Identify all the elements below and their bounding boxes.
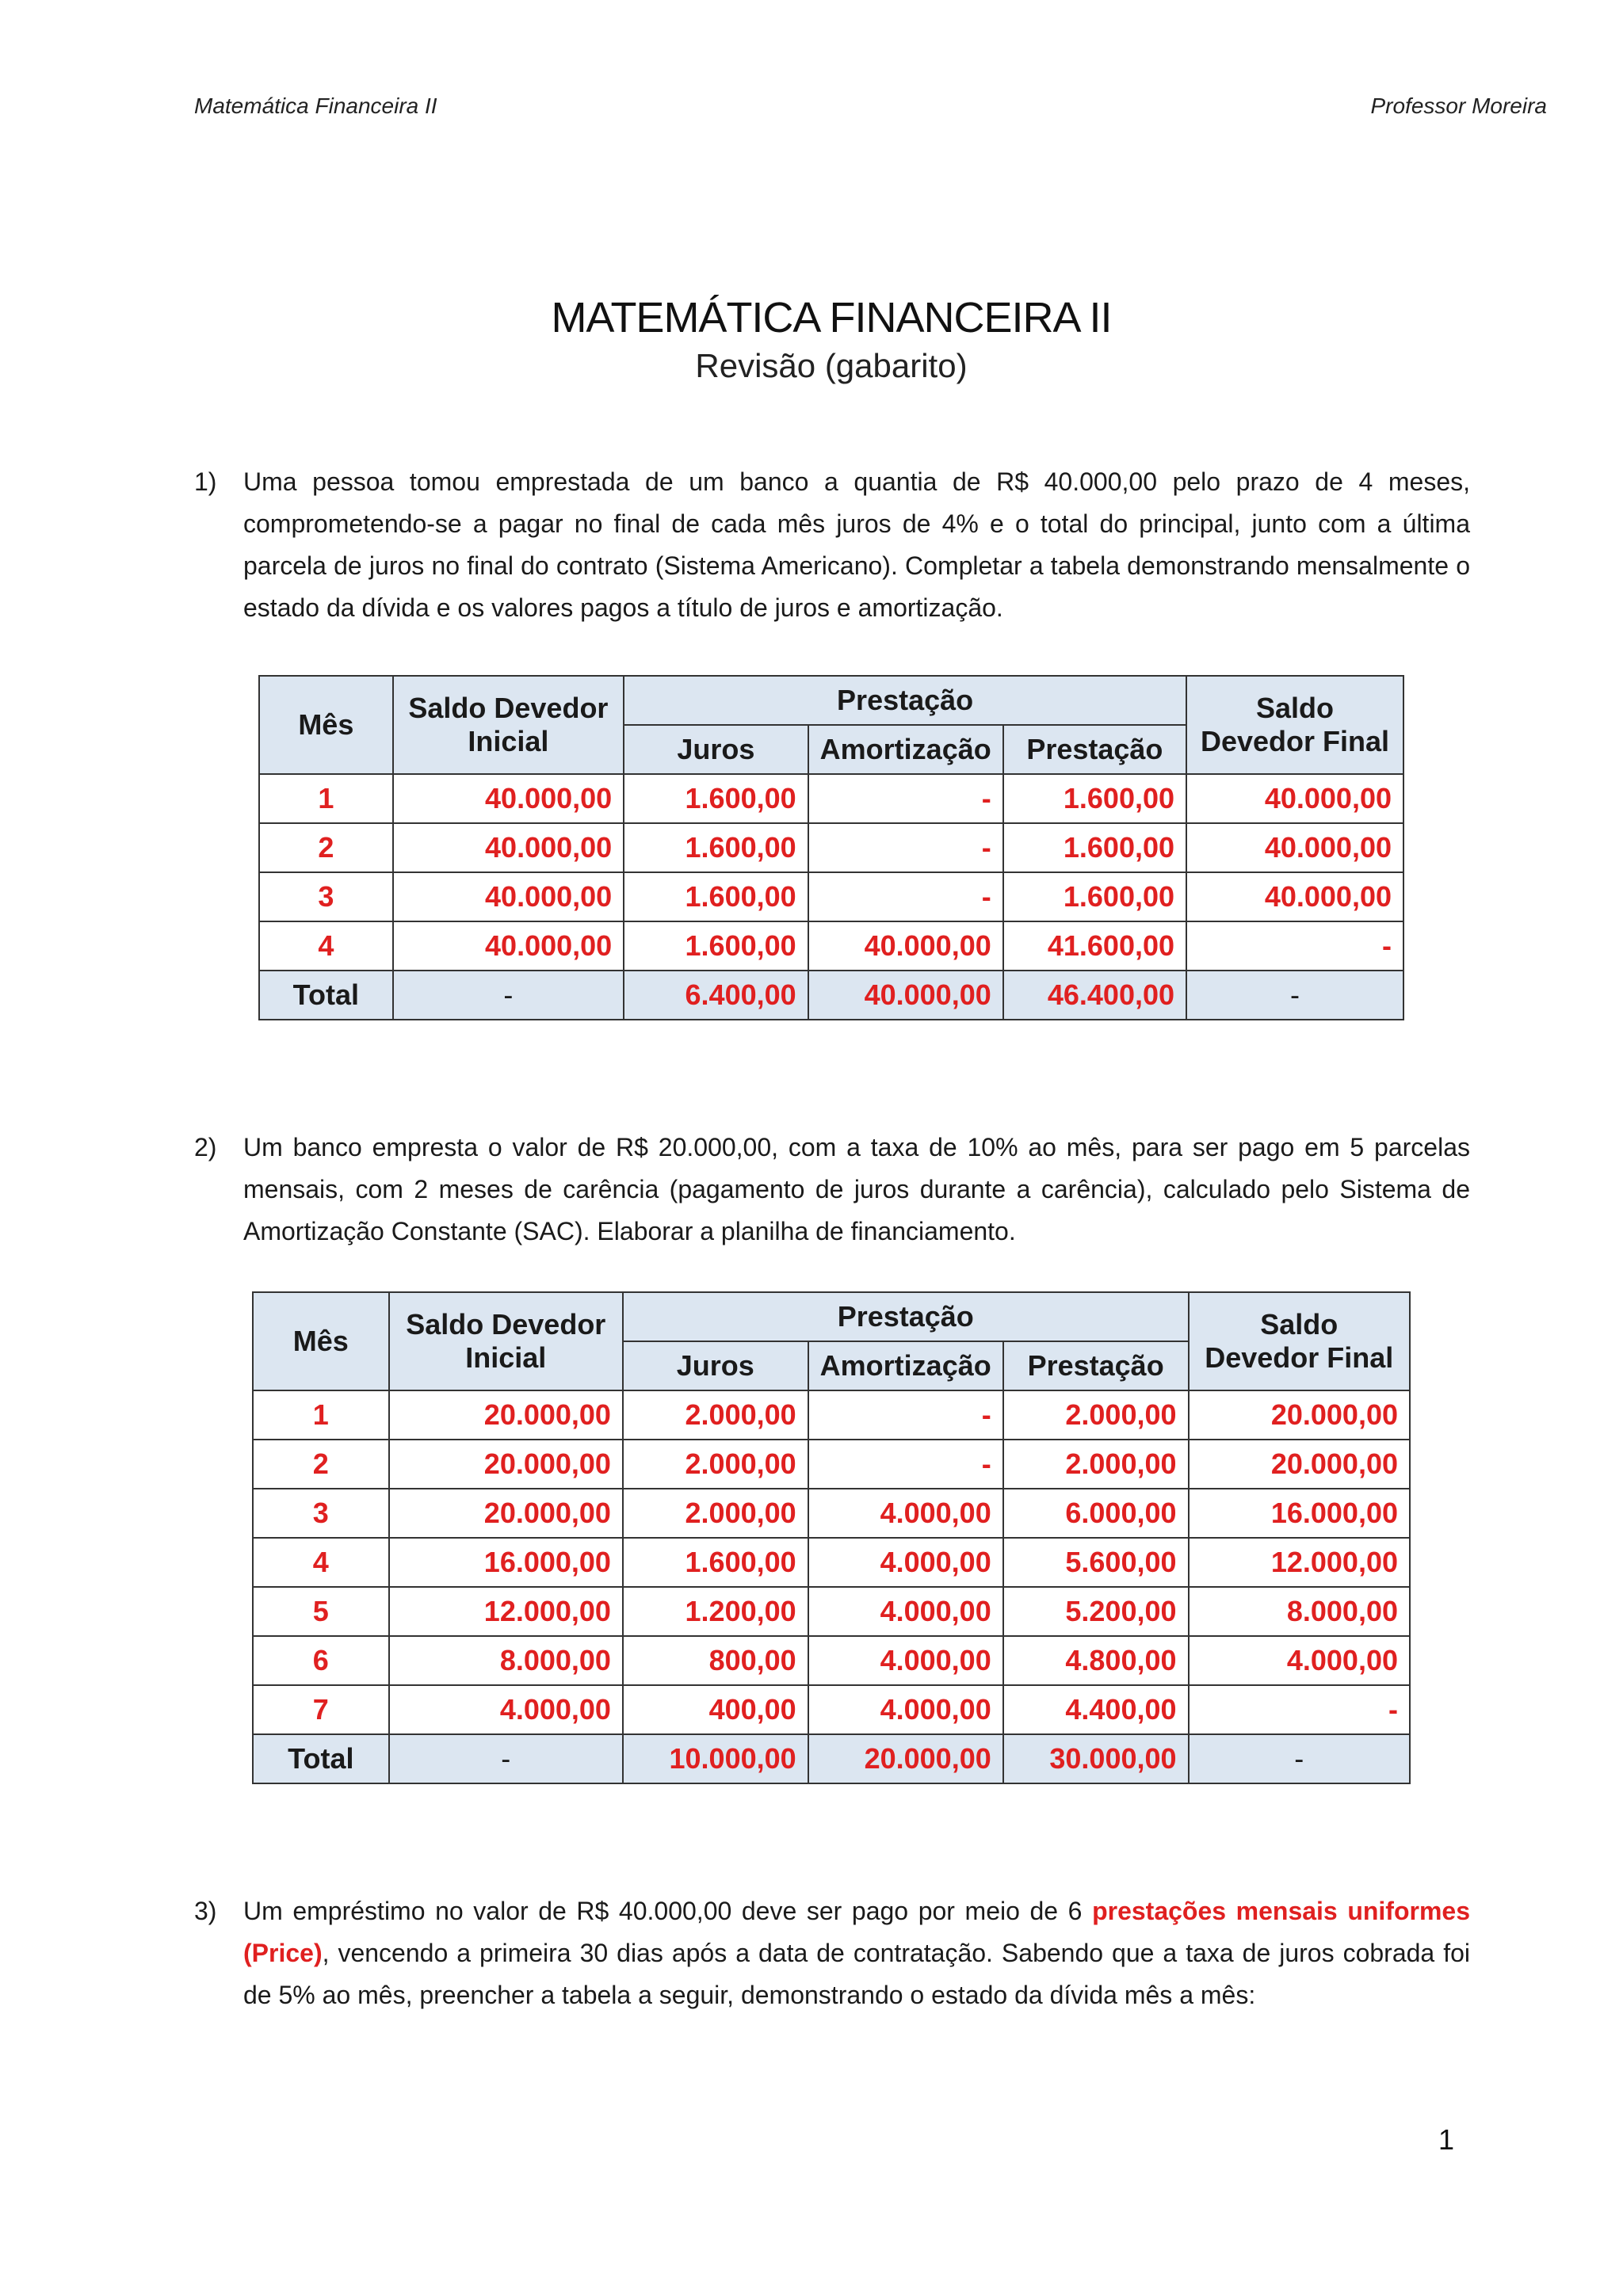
col-header-saldo-inicial: Saldo Devedor Inicial: [393, 676, 624, 774]
table-row: [259, 872, 1403, 921]
cell-saldo-final: 8.000,00: [1189, 1587, 1410, 1636]
cell-prestacao: 41.600,00: [1003, 921, 1186, 971]
col-header-saldo-final: Saldo Devedor Final: [1189, 1292, 1410, 1390]
cell-saldo-inicial: 40.000,00: [393, 921, 624, 971]
cell-saldo-inicial: 4.000,00: [389, 1685, 623, 1734]
cell-amortizacao: 40.000,00: [808, 921, 1003, 971]
table-american-system: [258, 675, 1404, 1020]
total-amortizacao: 20.000,00: [808, 1734, 1003, 1783]
question-text: Uma pessoa tomou emprestada de um banco a quantia de R$ 40.000,00 pelo prazo de 4 meses, comprometendo-se a pagar no final de cada mês juros de 4% e o total do principal, junto com a última parcela de juros no final do contrato (Sistema Americano). Completar a tabela demonstrando mensalmente o estado da dívida e os valores pagos a título de juros e amortização.: [243, 467, 1470, 622]
table-total-row: [253, 1734, 1410, 1783]
header-right: Professor Moreira: [1370, 93, 1547, 118]
table-total-row: [259, 971, 1403, 1020]
cell-saldo-final: 12.000,00: [1189, 1538, 1410, 1587]
cell-amortizacao: 4.000,00: [808, 1636, 1003, 1685]
col-header-saldo-final: Saldo Devedor Final: [1186, 676, 1403, 774]
total-saldo-final: -: [1189, 1734, 1410, 1783]
cell-mes: 2: [253, 1440, 389, 1489]
cell-saldo-final: 4.000,00: [1189, 1636, 1410, 1685]
total-label: Total: [253, 1734, 389, 1783]
cell-mes: 4: [259, 921, 393, 971]
cell-saldo-inicial: 12.000,00: [389, 1587, 623, 1636]
cell-prestacao: 1.600,00: [1003, 823, 1186, 872]
cell-saldo-inicial: 40.000,00: [393, 823, 624, 872]
cell-amortizacao: 4.000,00: [808, 1685, 1003, 1734]
cell-juros: 800,00: [623, 1636, 808, 1685]
col-header-mes: Mês: [253, 1292, 389, 1390]
cell-prestacao: 6.000,00: [1003, 1489, 1189, 1538]
cell-mes: 6: [253, 1636, 389, 1685]
cell-prestacao: 5.600,00: [1003, 1538, 1189, 1587]
total-juros: 10.000,00: [623, 1734, 808, 1783]
cell-juros: 1.600,00: [624, 872, 808, 921]
cell-juros: 2.000,00: [623, 1390, 808, 1440]
table-row: [253, 1390, 1410, 1440]
header-left: Matemática Financeira II: [194, 93, 437, 118]
cell-amortizacao: 4.000,00: [808, 1489, 1003, 1538]
question-number: 3): [194, 1897, 217, 1925]
col-header-amortizacao: Amortização: [808, 725, 1003, 774]
cell-juros: 1.200,00: [623, 1587, 808, 1636]
question-1: [194, 461, 1470, 629]
cell-prestacao: 1.600,00: [1003, 872, 1186, 921]
cell-saldo-inicial: 40.000,00: [393, 774, 624, 823]
cell-juros: 400,00: [623, 1685, 808, 1734]
cell-saldo-final: 40.000,00: [1186, 872, 1403, 921]
cell-juros: 1.600,00: [624, 774, 808, 823]
col-header-prestacao-group: Prestação: [623, 1292, 1189, 1341]
question-number: 2): [194, 1133, 217, 1161]
question-2: [194, 1127, 1470, 1253]
total-saldo-inicial: -: [389, 1734, 623, 1783]
cell-mes: 3: [253, 1489, 389, 1538]
cell-prestacao: 2.000,00: [1003, 1390, 1189, 1440]
cell-juros: 2.000,00: [623, 1489, 808, 1538]
col-header-juros: Juros: [624, 725, 808, 774]
cell-mes: 4: [253, 1538, 389, 1587]
table-row: [259, 823, 1403, 872]
cell-saldo-final: 20.000,00: [1189, 1390, 1410, 1440]
cell-prestacao: 4.800,00: [1003, 1636, 1189, 1685]
question-text: Um banco empresta o valor de R$ 20.000,00, com a taxa de 10% ao mês, para ser pago em 5 parcelas mensais, com 2 meses de carência (pagamento de juros durante a carência), calculado pelo Sistema de Amortização Constante (SAC). Elaborar a planilha de financiamento.: [243, 1133, 1470, 1245]
total-juros: 6.400,00: [624, 971, 808, 1020]
col-header-saldo-inicial: Saldo Devedor Inicial: [389, 1292, 623, 1390]
cell-saldo-inicial: 20.000,00: [389, 1489, 623, 1538]
total-label: Total: [259, 971, 393, 1020]
cell-saldo-inicial: 8.000,00: [389, 1636, 623, 1685]
col-header-mes: Mês: [259, 676, 393, 774]
cell-prestacao: 2.000,00: [1003, 1440, 1189, 1489]
total-prestacao: 30.000,00: [1003, 1734, 1189, 1783]
cell-amortizacao: -: [808, 872, 1003, 921]
cell-juros: 1.600,00: [624, 921, 808, 971]
cell-juros: 1.600,00: [623, 1538, 808, 1587]
cell-amortizacao: -: [808, 774, 1003, 823]
cell-mes: 5: [253, 1587, 389, 1636]
col-header-prestacao: Prestação: [1003, 1341, 1189, 1390]
question-text-part: , vencendo a primeira 30 dias após a data de contratação. Sabendo que a taxa de juros cobrada foi de 5% ao mês, preencher a tabela a seguir, demonstrando o estado da dívida mês a mês:: [243, 1939, 1470, 2009]
table-row: [259, 921, 1403, 971]
total-prestacao: 46.400,00: [1003, 971, 1186, 1020]
cell-saldo-inicial: 40.000,00: [393, 872, 624, 921]
cell-amortizacao: -: [808, 1390, 1003, 1440]
total-saldo-inicial: -: [393, 971, 624, 1020]
cell-saldo-inicial: 20.000,00: [389, 1440, 623, 1489]
cell-saldo-final: 40.000,00: [1186, 774, 1403, 823]
cell-mes: 2: [259, 823, 393, 872]
table-row: [253, 1636, 1410, 1685]
total-saldo-final: -: [1186, 971, 1403, 1020]
cell-amortizacao: -: [808, 1440, 1003, 1489]
cell-saldo-final: -: [1189, 1685, 1410, 1734]
cell-mes: 1: [253, 1390, 389, 1440]
cell-amortizacao: 4.000,00: [808, 1538, 1003, 1587]
page-number: 1: [1438, 2123, 1454, 2156]
col-header-amortizacao: Amortização: [808, 1341, 1003, 1390]
page-title: MATEMÁTICA FINANCEIRA II: [551, 294, 1112, 341]
cell-saldo-final: 20.000,00: [1189, 1440, 1410, 1489]
cell-saldo-final: -: [1186, 921, 1403, 971]
col-header-prestacao-group: Prestação: [624, 676, 1186, 725]
cell-amortizacao: -: [808, 823, 1003, 872]
cell-mes: 1: [259, 774, 393, 823]
cell-saldo-final: 40.000,00: [1186, 823, 1403, 872]
page-subtitle: Revisão (gabarito): [695, 347, 968, 384]
table-row: [253, 1489, 1410, 1538]
cell-prestacao: 5.200,00: [1003, 1587, 1189, 1636]
table-row: [253, 1440, 1410, 1489]
question-text-part: Um empréstimo no valor de R$ 40.000,00 deve ser pago por meio de 6: [243, 1897, 1093, 1925]
table-row: [253, 1587, 1410, 1636]
question-text: [243, 1890, 1470, 2016]
cell-prestacao: 4.400,00: [1003, 1685, 1189, 1734]
cell-juros: 1.600,00: [624, 823, 808, 872]
table-sac-system: [252, 1291, 1411, 1784]
cell-juros: 2.000,00: [623, 1440, 808, 1489]
col-header-juros: Juros: [623, 1341, 808, 1390]
col-header-prestacao: Prestação: [1003, 725, 1186, 774]
question-number: 1): [194, 467, 217, 496]
cell-mes: 3: [259, 872, 393, 921]
table-row: [253, 1538, 1410, 1587]
question-highlight: prestações mensais uniformes (Price): [243, 1897, 1471, 1967]
question-3: [194, 1890, 1470, 2016]
table-row: [259, 774, 1403, 823]
cell-amortizacao: 4.000,00: [808, 1587, 1003, 1636]
table-row: [253, 1685, 1410, 1734]
cell-mes: 7: [253, 1685, 389, 1734]
cell-saldo-final: 16.000,00: [1189, 1489, 1410, 1538]
total-amortizacao: 40.000,00: [808, 971, 1003, 1020]
cell-saldo-inicial: 20.000,00: [389, 1390, 623, 1440]
cell-saldo-inicial: 16.000,00: [389, 1538, 623, 1587]
cell-prestacao: 1.600,00: [1003, 774, 1186, 823]
